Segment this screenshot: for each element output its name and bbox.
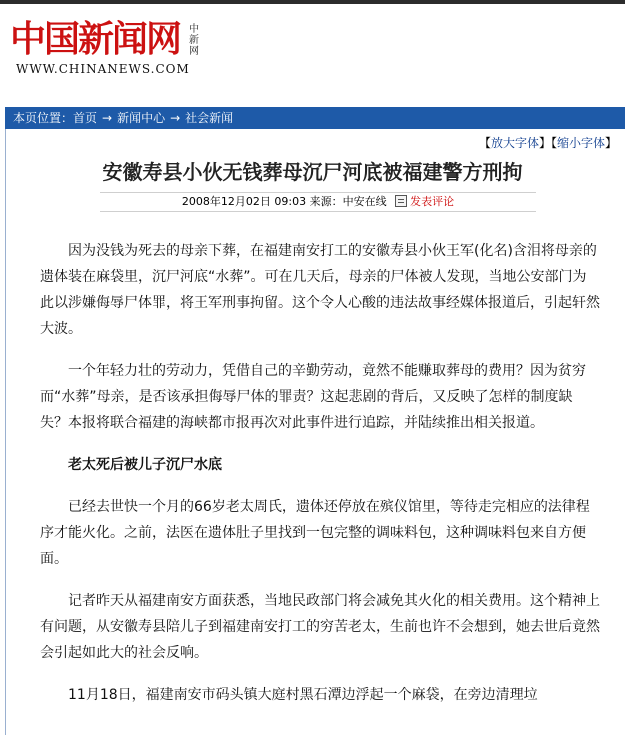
top-rule bbox=[0, 0, 625, 4]
breadcrumb-separator: → bbox=[170, 111, 181, 125]
article-paragraph: 记者昨天从福建南安方面获悉，当地民政部门将会减免其火化的相关费用。这个精神上有问题，从安徽寿县陪儿子到福建南安打工的穷苦老太，生前也许不会想到，她去世后竟然会引起如此大的社会反响。 bbox=[40, 593, 600, 661]
logo-chinese: 中国新闻网 bbox=[10, 18, 181, 60]
font-size-controls: 【放大字体】【缩小字体】 bbox=[478, 136, 617, 150]
source-label: 来源： bbox=[309, 195, 343, 208]
article-paragraph: 因为没钱为死去的母亲下葬，在福建南安打工的安徽寿县小伙王军(化名)含泪将母亲的遗体装在麻袋里，沉尸河底“水葬”。可在几天后，母亲的尸体被人发现，当地公安部门为此以涉嫌侮辱尸体罪，将王军刑事拘留。这个令人心酸的违法故事经媒体报道后，引起轩然大波。 bbox=[40, 243, 600, 337]
shrink-font-link[interactable]: 缩小字体 bbox=[556, 136, 605, 150]
breadcrumb-separator: → bbox=[102, 111, 113, 125]
article-paragraph: 已经去世快一个月的66岁老太周氏，遗体还停放在殡仪馆里，等待走完相应的法律程序才能火化。之前，法医在遗体肚子里找到一包完整的调味料包，这种调味料包来自方便面。 bbox=[40, 499, 590, 567]
article-title: 安徽寿县小伙无钱葬母沉尸河底被福建警方刑拘 bbox=[102, 160, 523, 184]
site-logo[interactable] bbox=[10, 18, 210, 82]
article-paragraph: 一个年轻力壮的劳动力，凭借自己的辛勤劳动，竟然不能赚取葬母的费用？因为贫穷而“水葬”母亲，是否该承担侮辱尸体的罪责？这起悲剧的背后，又反映了怎样的制度缺失？本报将联合福建的海峡都市报再次对此事件进行追踪，并陆续推出相关报道。 bbox=[40, 363, 586, 431]
enlarge-font-link[interactable]: 放大字体 bbox=[490, 136, 539, 150]
article-paragraph: 11月18日，福建南安市码头镇大庭村黑石潭边浮起一个麻袋，在旁边清理垃 bbox=[68, 687, 538, 703]
logo-english: WWW.CHINANEWS.COM bbox=[16, 62, 190, 76]
comment-icon[interactable] bbox=[395, 195, 407, 207]
breadcrumb-item-news-center[interactable]: 新闻中心 bbox=[117, 111, 166, 125]
article-meta bbox=[100, 192, 536, 212]
article-source: 中安在线 bbox=[342, 195, 387, 208]
breadcrumb-item-society-news[interactable]: 社会新闻 bbox=[185, 111, 234, 125]
post-comment-link[interactable]: 发表评论 bbox=[410, 195, 455, 208]
logo-side-text: 中新网 bbox=[189, 24, 199, 57]
article-subheading: 老太死后被儿子沉尸水底 bbox=[68, 457, 222, 473]
breadcrumb-prefix: 本页位置： bbox=[13, 111, 74, 125]
breadcrumb-item-home[interactable]: 首页 bbox=[73, 111, 98, 125]
article-time: 09:03 bbox=[274, 195, 307, 208]
article-body bbox=[40, 238, 600, 724]
breadcrumb bbox=[5, 107, 625, 129]
article-date: 2008年12月02日 bbox=[181, 195, 271, 208]
